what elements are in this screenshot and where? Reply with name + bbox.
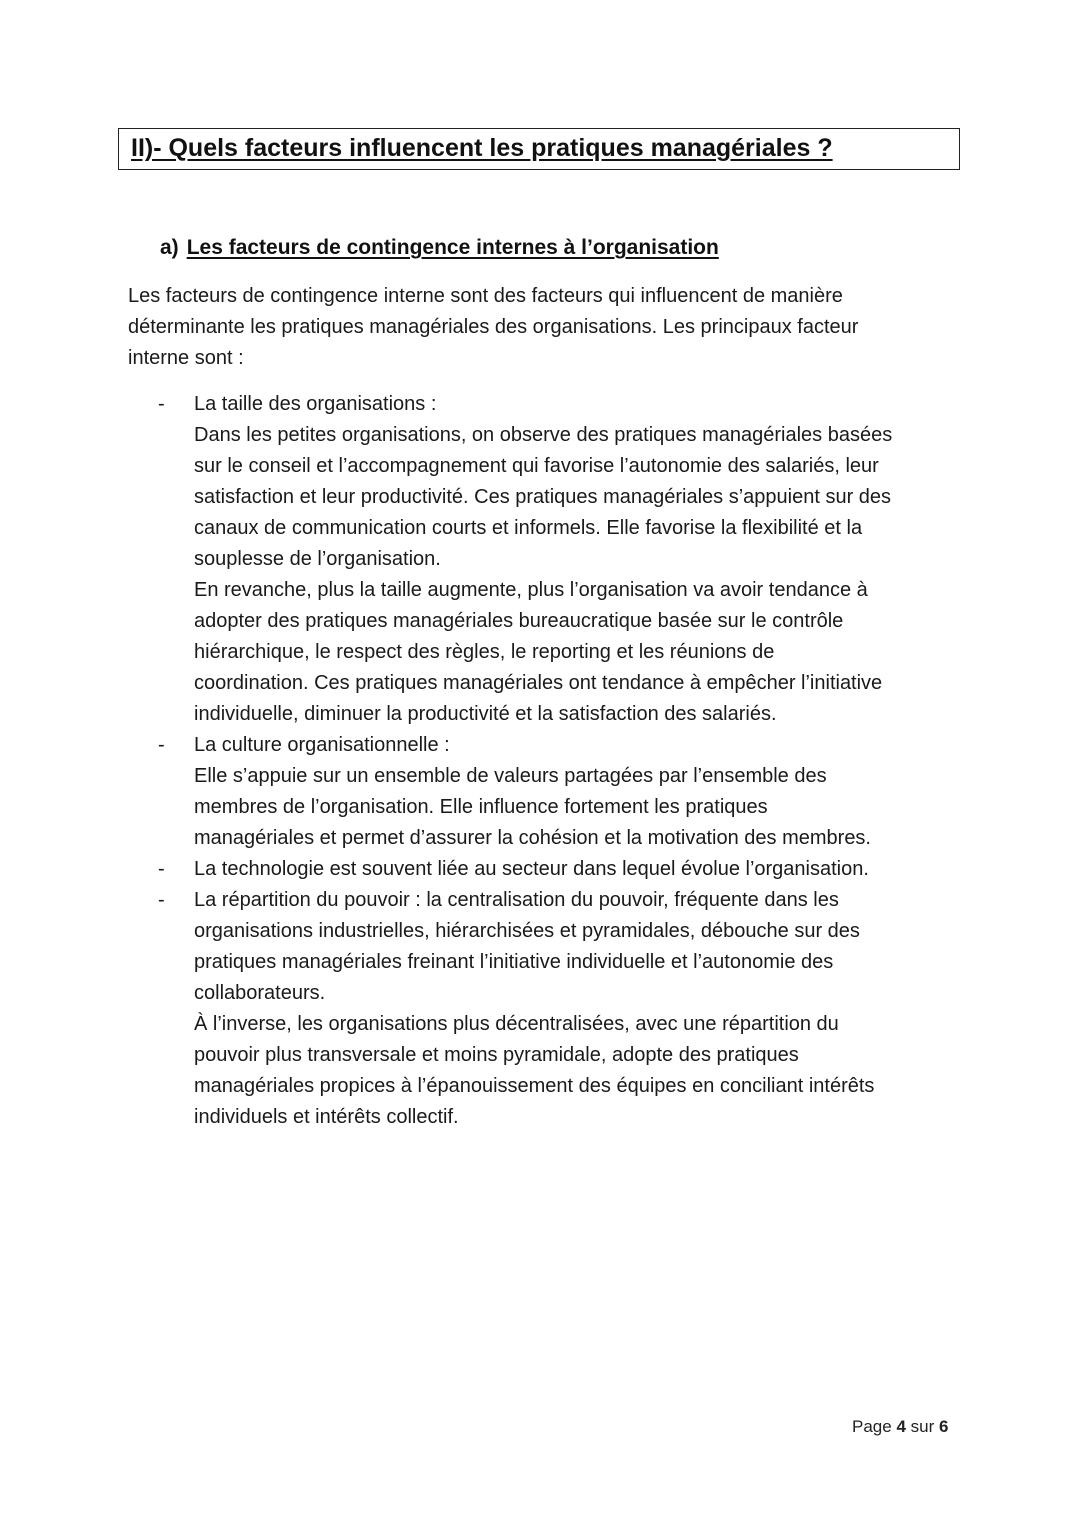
total-pages: 6 xyxy=(939,1417,949,1436)
item-line: canaux de communication courts et informels. Elle favorise la flexibilité et la xyxy=(194,517,863,539)
item-line: coordination. Ces pratiques managériales ont tendance à empêcher l’initiative xyxy=(194,672,883,694)
item-line: sur le conseil et l’accompagnement qui favorise l’autonomie des salariés, leur xyxy=(194,455,879,477)
item-line: À l’inverse, les organisations plus décentralisées, avec une répartition du xyxy=(194,1013,839,1035)
of-word: sur xyxy=(910,1417,935,1436)
item-line: La taille des organisations : xyxy=(194,393,437,415)
item-line: Dans les petites organisations, on observe des pratiques managériales basées xyxy=(194,424,893,446)
item-line: La technologie est souvent liée au secteur dans lequel évolue l’organisation. xyxy=(194,858,869,880)
intro-line: déterminante les pratiques managériales des organisations. Les principaux facteur xyxy=(128,316,859,338)
current-page: 4 xyxy=(896,1417,906,1436)
page-number xyxy=(852,1417,948,1437)
item-line: souplesse de l’organisation. xyxy=(194,548,441,570)
subsection-title: Les facteurs de contingence internes à l’organisation xyxy=(186,236,719,259)
list-item-technologie xyxy=(152,854,972,885)
bullet-dash: - xyxy=(158,889,165,911)
intro-paragraph xyxy=(128,281,958,374)
item-line: managériales propices à l’épanouissement des équipes en conciliant intérêts xyxy=(194,1075,875,1097)
item-line: En revanche, plus la taille augmente, plus l’organisation va avoir tendance à xyxy=(194,579,868,601)
item-line: membres de l’organisation. Elle influence fortement les pratiques xyxy=(194,796,768,818)
item-line: collaborateurs. xyxy=(194,982,326,1004)
item-line: La culture organisationnelle : xyxy=(194,734,450,756)
subsection-heading xyxy=(160,236,719,260)
section-title: II)- Quels facteurs influencent les pratiques managériales ? xyxy=(131,134,833,162)
item-line: organisations industrielles, hiérarchisées et pyramidales, débouche sur des xyxy=(194,920,860,942)
list-item-pouvoir xyxy=(152,885,972,1133)
item-line: pratiques managériales freinant l’initiative individuelle et l’autonomie des xyxy=(194,951,834,973)
item-line: Elle s’appuie sur un ensemble de valeurs partagées par l’ensemble des xyxy=(194,765,827,787)
item-line: individuelle, diminuer la productivité et la satisfaction des salariés. xyxy=(194,703,777,725)
intro-line: Les facteurs de contingence interne sont des facteurs qui influencent de manière xyxy=(128,285,843,307)
list-item-taille xyxy=(152,389,972,730)
item-line: individuels et intérêts collectif. xyxy=(194,1106,459,1128)
section-heading-box xyxy=(118,128,960,170)
item-line: La répartition du pouvoir : la centralisation du pouvoir, fréquente dans les xyxy=(194,889,839,911)
list-item-culture xyxy=(152,730,972,854)
item-line: adopter des pratiques managériales bureaucratique basée sur le contrôle xyxy=(194,610,844,632)
page-word: Page xyxy=(852,1417,892,1436)
bullet-dash: - xyxy=(158,393,165,415)
bullet-dash: - xyxy=(158,858,165,880)
item-line: pouvoir plus transversale et moins pyramidale, adopte des pratiques xyxy=(194,1044,799,1066)
subsection-marker: a) xyxy=(160,236,179,259)
intro-line: interne sont : xyxy=(128,347,244,369)
item-line: managériales et permet d’assurer la cohésion et la motivation des membres. xyxy=(194,827,871,849)
item-line: hiérarchique, le respect des règles, le reporting et les réunions de xyxy=(194,641,775,663)
bullet-dash: - xyxy=(158,734,165,756)
item-line: satisfaction et leur productivité. Ces pratiques managériales s’appuient sur des xyxy=(194,486,892,508)
factor-list xyxy=(152,389,972,1133)
